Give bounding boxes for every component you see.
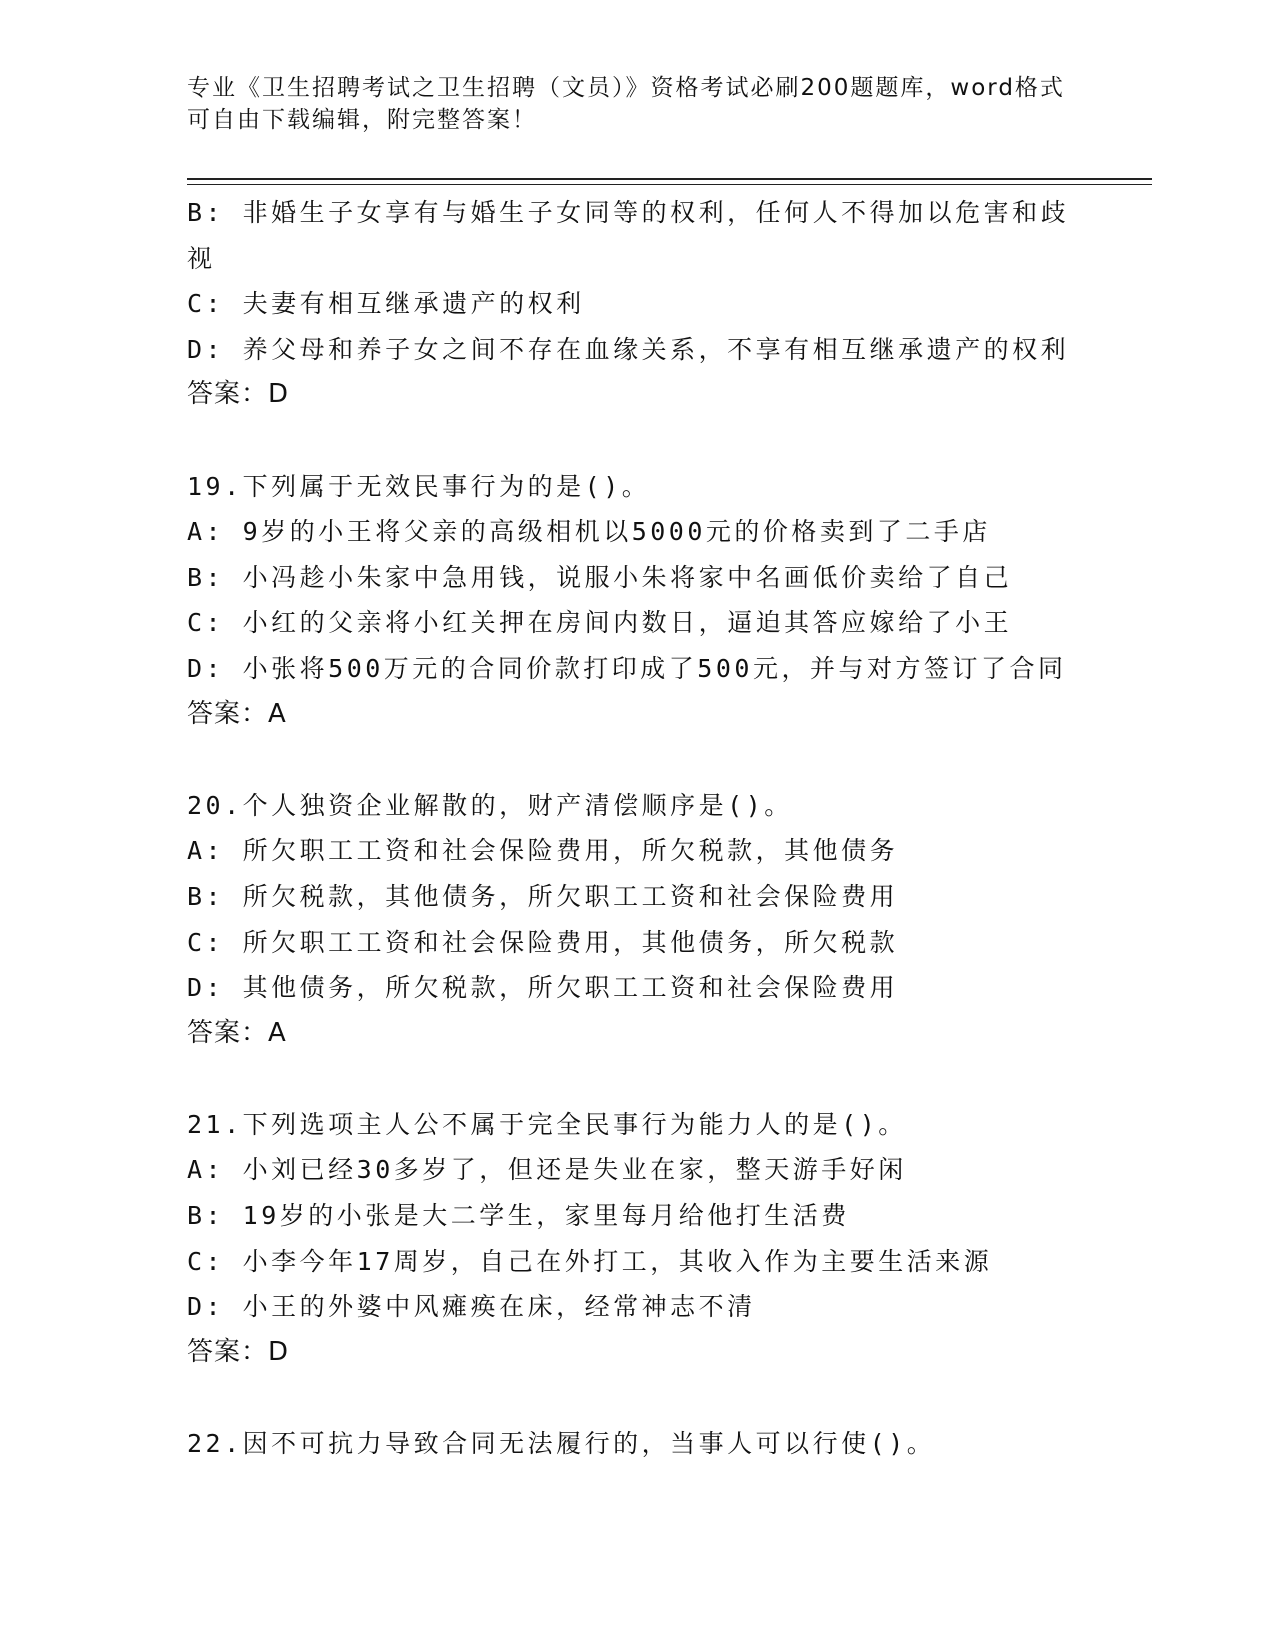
spacer xyxy=(187,418,1087,464)
option-b: B: 19岁的小张是大二学生，家里每月给他打生活费 xyxy=(187,1201,850,1231)
question-list xyxy=(187,190,1087,1467)
spacer xyxy=(187,1056,1087,1102)
header-line-2: 可自由下载编辑，附完整答案！ xyxy=(187,107,537,133)
option-c: C: 所欠职工工资和社会保险费用，其他债务，所欠税款 xyxy=(187,927,899,957)
question-20 xyxy=(187,783,1087,1057)
spacer xyxy=(187,737,1087,783)
question-18-tail xyxy=(187,190,1087,418)
option-b-continued: 视 xyxy=(187,243,216,273)
question-22 xyxy=(187,1421,1087,1467)
document-header xyxy=(187,72,1067,136)
answer-line: 答案：D xyxy=(187,379,290,410)
answer-line: 答案：A xyxy=(187,1017,287,1048)
option-c: C: 小红的父亲将小红关押在房间内数日，逼迫其答应嫁给了小王 xyxy=(187,608,1013,638)
option-d: D: 小王的外婆中风瘫痪在床，经常神志不清 xyxy=(187,1292,756,1322)
option-a: A: 9岁的小王将父亲的高级相机以5000元的价格卖到了二手店 xyxy=(187,517,991,547)
question-21 xyxy=(187,1102,1087,1376)
option-a: A: 小刘已经30多岁了，但还是失业在家，整天游手好闲 xyxy=(187,1155,907,1185)
option-b: B: 非婚生子女享有与婚生子女同等的权利，任何人不得加以危害和歧 xyxy=(187,198,1070,227)
header-line-1: 专业《卫生招聘考试之卫生招聘（文员）》资格考试必刷200题题库，word格式 xyxy=(187,75,1065,101)
question-stem: 20.个人独资企业解散的，财产清偿顺序是()。 xyxy=(187,790,793,820)
spacer xyxy=(187,1375,1087,1421)
option-c: C: 小李今年17周岁，自己在外打工，其收入作为主要生活来源 xyxy=(187,1246,993,1276)
question-19 xyxy=(187,464,1087,738)
option-d: D: 养父母和养子女之间不存在血缘关系，不享有相互继承遗产的权利 xyxy=(187,334,1070,364)
header-divider-thin xyxy=(187,184,1152,185)
option-d: D: 其他债务，所欠税款，所欠职工工资和社会保险费用 xyxy=(187,973,899,1003)
option-c: C: 夫妻有相互继承遗产的权利 xyxy=(187,289,585,319)
answer-line: 答案：A xyxy=(187,698,287,729)
option-b: B: 小冯趁小朱家中急用钱，说服小朱将家中名画低价卖给了自己 xyxy=(187,562,1013,592)
question-stem: 22.因不可抗力导致合同无法履行的，当事人可以行使()。 xyxy=(187,1429,936,1459)
option-b: B: 所欠税款，其他债务，所欠职工工资和社会保险费用 xyxy=(187,881,899,911)
header-divider-thick xyxy=(187,178,1152,180)
question-stem: 21.下列选项主人公不属于完全民事行为能力人的是()。 xyxy=(187,1109,907,1139)
option-d: D: 小张将500万元的合同价款打印成了500元，并与对方签订了合同 xyxy=(187,653,1067,683)
answer-line: 答案：D xyxy=(187,1336,290,1367)
option-a: A: 所欠职工工资和社会保险费用，所欠税款，其他债务 xyxy=(187,836,899,866)
question-stem: 19.下列属于无效民事行为的是()。 xyxy=(187,471,651,501)
